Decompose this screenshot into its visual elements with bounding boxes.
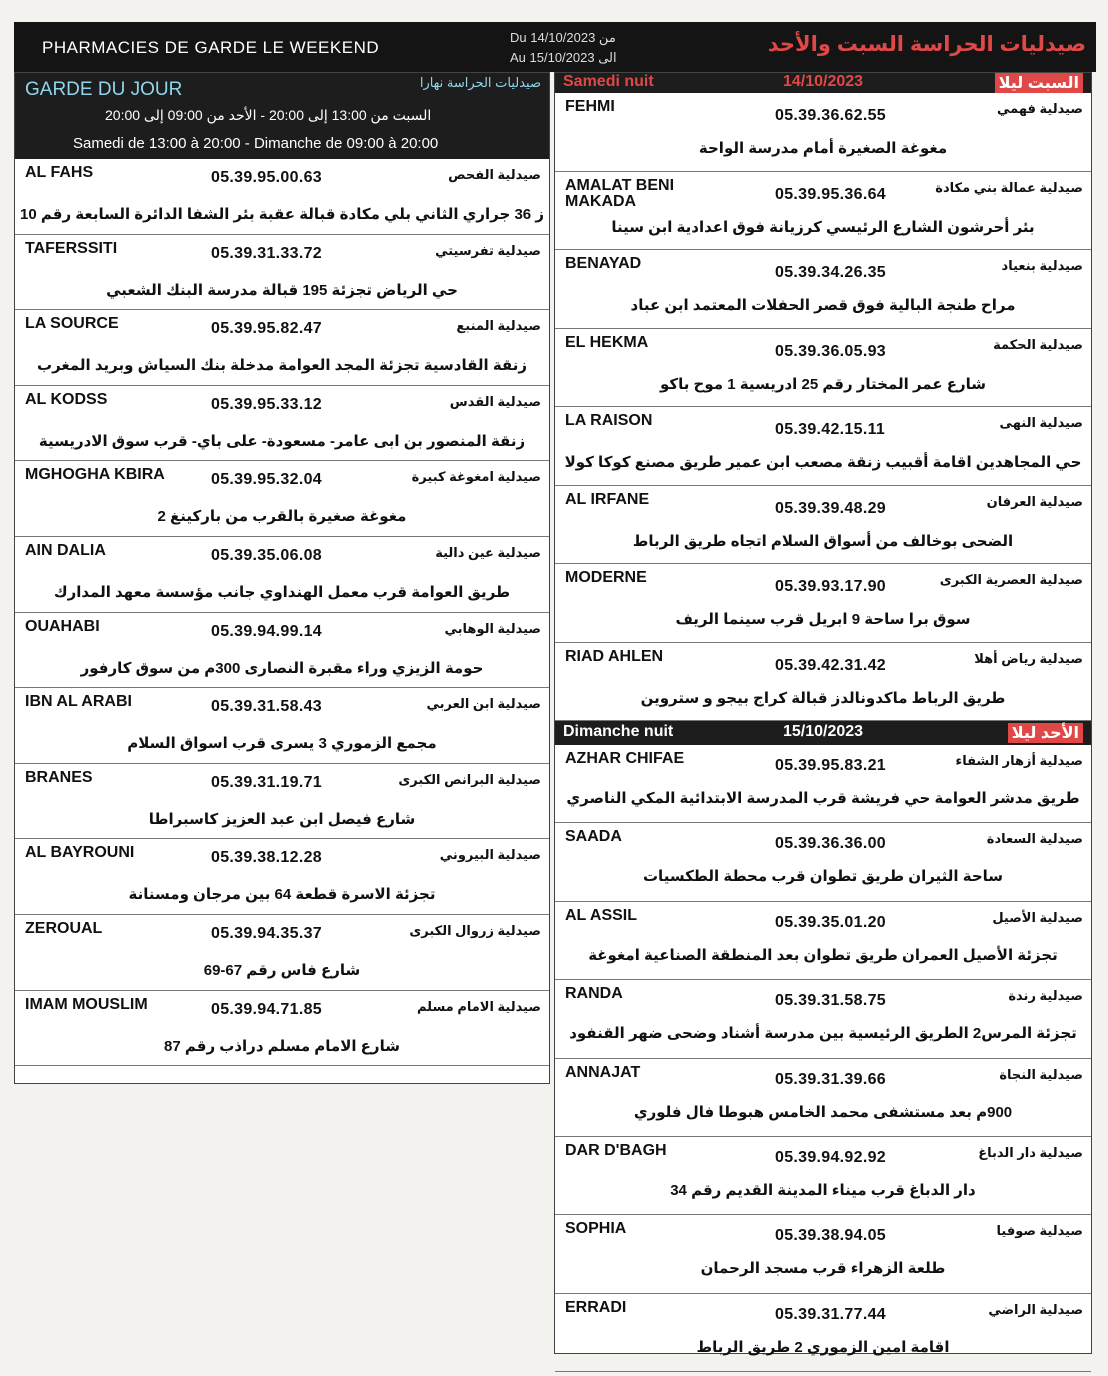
pharmacy-entry [555, 745, 1091, 823]
pharmacy-name: RANDA [565, 985, 623, 1003]
pharmacy-address: طريق الرباط ماكدونالدز قبالة كراج بيجو و ستروين [640, 689, 1006, 707]
pharmacy-entry [555, 172, 1091, 251]
pharmacy-address: تجزئة الأصيل العمران طريق تطوان بعد المنطقة الصناعية امغوغة [588, 946, 1058, 964]
pharmacy-phone: 05.39.35.06.08 [211, 546, 322, 564]
pharmacy-name-ar: صيدلية النجاة [999, 1066, 1083, 1082]
pharmacy-name: EL HEKMA [565, 333, 649, 351]
samedi-nuit-date: 14/10/2023 [783, 73, 864, 90]
pharmacy-entry [15, 839, 549, 915]
pharmacy-address: زنقة القادسية تجزئة المجد العوامة مدخلة بنك السياش وبريد المغرب [37, 357, 527, 375]
pharmacy-name: MGHOGHA KBIRA [25, 466, 165, 484]
page-title-ar: صيدليات الحراسة السبت والأحد [767, 33, 1086, 56]
pharmacy-name-ar: صيدلية رياض أهلا [974, 650, 1083, 666]
pharmacy-name: SAADA [565, 828, 622, 846]
pharmacy-address: شارع فيصل ابن عبد العزيز كاسبراطا [148, 810, 416, 828]
pharmacy-name: ANNAJAT [565, 1063, 641, 1081]
hours-fr: Samedi de 13:00 à 20:00 - Dimanche de 09:00 à 20:00 [73, 135, 439, 152]
pharmacy-entry [15, 613, 549, 689]
pharmacy-name: FEHMI [565, 98, 615, 115]
pharmacy-address: زنقة المنصور بن ابى عامر- مسعودة- على باي- قرب سوق الادريسية [38, 432, 526, 450]
pharmacy-address: بئر أحرشون الشارع الرئيسي كرزيانة فوق اعدادية ابن سينا [611, 218, 1035, 236]
pharmacy-name-ar: صيدلية العرفان [986, 493, 1083, 509]
pharmacy-address: دار الدباغ قرب ميناء المدينة القديم رقم 34 [670, 1181, 976, 1199]
samedi-nuit-list [555, 93, 1091, 721]
pharmacy-name: IMAM MOUSLIM [25, 995, 148, 1013]
pharmacy-phone: 05.39.35.01.20 [775, 913, 886, 931]
pharmacy-phone: 05.39.36.62.55 [775, 107, 886, 124]
dimanche-nuit-list [555, 745, 1091, 1372]
pharmacy-address: حومة الزيزي وراء مقبرة النصارى 300م من سوق كارفور [80, 659, 484, 677]
pharmacy-entry [555, 980, 1091, 1058]
date-to-ar: الى [598, 50, 617, 65]
pharmacy-name-ar: صيدلية ابن العربي [426, 696, 541, 712]
pharmacy-entry [555, 902, 1091, 980]
garde-du-jour-title: GARDE DU JOUR [25, 79, 183, 100]
dimanche-nuit-label: Dimanche nuit [563, 723, 674, 740]
date-from [510, 28, 617, 48]
pharmacy-name: BRANES [25, 768, 93, 786]
pharmacy-address: اقامة امين الزموري 2 طريق الرباط [696, 1338, 950, 1356]
pharmacy-name: AL IRFANE [565, 490, 650, 508]
pharmacy-name: ERRADI [565, 1298, 627, 1316]
pharmacy-name: AL BAYROUNI [25, 844, 135, 862]
pharmacy-phone: 05.39.31.77.44 [775, 1305, 886, 1323]
pharmacy-name: OUAHABI [25, 617, 100, 635]
pharmacy-phone: 05.39.31.58.75 [775, 992, 886, 1010]
pharmacy-address: تجزئة الاسرة قطعة 64 بين مرجان ومسنانة [128, 886, 436, 904]
night-column [554, 72, 1092, 1354]
pharmacy-name-ar: صيدلية عين دالية [435, 544, 541, 560]
pharmacy-phone: 05.39.31.39.66 [775, 1070, 886, 1088]
pharmacy-name: AL ASSIL [565, 906, 638, 924]
pharmacy-name: BENAYAD [565, 255, 642, 272]
pharmacy-address: مراح طنجة البالية فوق قصر الحفلات المعتمد ابن عباد [630, 297, 1016, 314]
pharmacy-phone: 05.39.38.12.28 [211, 849, 322, 867]
pharmacy-address: تجزئة المرس2 الطريق الرئيسية بين مدرسة أشناد وضحى ضهر القنفود [569, 1025, 1077, 1043]
pharmacy-address: طريق العوامة قرب معمل الهنداوي جانب مؤسسة معهد المدارك [53, 583, 511, 601]
page-title: PHARMACIES DE GARDE LE WEEKEND [42, 38, 380, 57]
pharmacy-phone: 05.39.94.71.85 [211, 1000, 322, 1018]
pharmacy-address: الضحى بوخالف من أسواق السلام اتجاه طريق الرباط [632, 532, 1014, 550]
pharmacy-name: RIAD AHLEN [565, 647, 664, 665]
dimanche-nuit-bar [555, 721, 1091, 745]
pharmacy-entry [15, 461, 549, 537]
pharmacy-address: حي المجاهدين اقامة أقبيب زنقة مصعب ابن عمير طريق مصنع كوكا كولا [564, 454, 1082, 471]
header-bar [14, 22, 1096, 72]
pharmacy-name: AMALAT BENI MAKADA [565, 176, 675, 210]
samedi-nuit-label: Samedi nuit [563, 73, 654, 90]
pharmacy-entry [555, 823, 1091, 901]
pharmacy-address: 900م بعد مستشفى محمد الخامس هبوطا فال فلوري [633, 1103, 1013, 1121]
pharmacy-phone: 05.39.38.94.05 [775, 1227, 886, 1245]
pharmacy-phone: 05.39.93.17.90 [775, 578, 886, 595]
pharmacy-entry [555, 486, 1091, 565]
pharmacy-address: شارع عمر المختار رقم 25 ادريسية 1 موح باكو [659, 375, 987, 393]
pharmacy-entry [555, 93, 1091, 172]
pharmacy-phone: 05.39.42.15.11 [775, 421, 886, 438]
pharmacy-name-ar: صيدلية الأصيل [992, 909, 1083, 925]
pharmacy-address: طريق مدشر العوامة حي فريشة قرب المدرسة الابتدائية المكي الناصري [566, 790, 1080, 807]
dimanche-nuit-label-ar: الأحد ليلا [1008, 723, 1083, 743]
date-from-ar: من [598, 30, 616, 45]
garde-du-jour-header [15, 73, 549, 159]
pharmacy-address: طلعة الزهراء قرب مسجد الرحمان [700, 1260, 946, 1278]
pharmacy-entry [555, 407, 1091, 486]
pharmacy-name-ar: صيدلية البيروني [439, 847, 541, 863]
pharmacy-name: LA RAISON [565, 412, 653, 429]
pharmacy-name: AL FAHS [25, 164, 94, 181]
pharmacy-name-ar: صيدلية السعادة [986, 831, 1083, 847]
pharmacy-entry [15, 235, 549, 311]
pharmacy-entry [15, 386, 549, 462]
pharmacy-address: شارع فاس رقم 67-69 [203, 961, 361, 979]
pharmacy-entry [15, 159, 549, 235]
pharmacy-name: SOPHIA [565, 1220, 627, 1238]
pharmacy-phone: 05.39.34.26.35 [775, 264, 886, 281]
pharmacy-name: TAFERSSITI [25, 239, 118, 257]
pharmacy-name: DAR D'BAGH [565, 1141, 667, 1159]
pharmacy-name-ar: صيدلية تفرسيتي [435, 242, 541, 258]
date-from-text: Du 14/10/2023 [510, 30, 596, 45]
pharmacy-phone: 05.39.95.82.47 [211, 320, 322, 338]
garde-du-jour-title-ar: صيدليات الحراسة نهارا [419, 75, 541, 90]
pharmacy-name-ar: صيدلية الفحص [448, 167, 541, 182]
pharmacy-name-ar: صيدلية رندة [1008, 988, 1083, 1004]
pharmacy-phone: 05.39.42.31.42 [775, 656, 886, 674]
pharmacy-name-ar: صيدلية زروال الكبرى [409, 922, 541, 938]
pharmacy-name-ar: صيدلية العصرية الكبرى [939, 572, 1083, 587]
garde-du-jour-list [15, 159, 549, 1066]
pharmacy-entry [555, 643, 1091, 722]
pharmacy-entry [15, 537, 549, 613]
pharmacy-name-ar: صيدلية دار الدباغ [978, 1144, 1083, 1160]
pharmacy-name-ar: صيدلية الامام مسلم [416, 998, 541, 1014]
dimanche-nuit-date: 15/10/2023 [783, 723, 864, 740]
pharmacy-name-ar: صيدلية الوهابي [444, 620, 541, 636]
pharmacy-address: شارع الامام مسلم دراذب رقم 87 [164, 1037, 400, 1055]
pharmacy-entry [555, 1294, 1091, 1372]
pharmacy-entry [555, 329, 1091, 408]
pharmacy-name: MODERNE [565, 569, 647, 586]
pharmacy-entry [15, 915, 549, 991]
pharmacy-entry [555, 1059, 1091, 1137]
pharmacy-phone: 05.39.31.58.43 [211, 698, 322, 716]
pharmacy-name-ar: صيدلية فهمي [996, 101, 1083, 116]
pharmacy-entry [555, 1215, 1091, 1293]
pharmacy-phone: 05.39.94.35.37 [211, 924, 322, 942]
pharmacy-phone: 05.39.95.33.12 [211, 395, 322, 413]
pharmacy-name-ar: صيدلية الراضي [988, 1301, 1083, 1317]
pharmacy-phone: 05.39.36.05.93 [775, 342, 886, 360]
pharmacy-name-ar: صيدلية عمالة بني مكادة [935, 179, 1083, 195]
pharmacy-entry [555, 1137, 1091, 1215]
pharmacy-phone: 05.39.36.36.00 [775, 835, 886, 853]
pharmacy-phone: 05.39.31.19.71 [211, 773, 322, 791]
pharmacy-phone: 05.39.95.36.64 [775, 185, 886, 203]
pharmacy-address: مجمع الزموري 3 يسرى قرب اسواق السلام [127, 735, 437, 753]
pharmacy-entry [15, 688, 549, 764]
pharmacy-entry [555, 250, 1091, 329]
pharmacy-name-ar: صيدلية المنبع [456, 318, 541, 334]
pharmacy-address: سوق برا ساحة 9 ابريل قرب سينما الريف [675, 611, 971, 628]
samedi-nuit-bar [555, 73, 1091, 93]
pharmacy-entry [15, 764, 549, 840]
pharmacy-name: AZHAR CHIFAE [565, 750, 685, 767]
pharmacy-address: حي الرياض تجزئة 195 قبالة مدرسة البنك الشعبي [106, 281, 458, 299]
pharmacy-entry [555, 564, 1091, 643]
pharmacy-phone: 05.39.31.33.72 [211, 244, 322, 262]
pharmacy-name: LA SOURCE [25, 315, 119, 333]
hours-ar: السبت من 13:00 إلى 20:00 - الأحد من 09:00 إلى 20:00 [105, 107, 432, 123]
pharmacy-address: مغوغة صغيرة بالقرب من باركينغ 2 [157, 508, 407, 526]
pharmacy-name-ar: صيدلية القدس [449, 393, 541, 409]
pharmacy-name-ar: صيدلية بنعياد [1001, 258, 1083, 273]
pharmacy-name-ar: صيدلية البرانص الكبرى [398, 771, 541, 787]
pharmacy-name: AL KODSS [25, 390, 108, 408]
pharmacy-address: ساحة الثيران طريق تطوان قرب محطة الطكسيات [642, 868, 1004, 886]
pharmacy-name: AIN DALIA [25, 541, 106, 559]
pharmacy-name-ar: صيدلية صوفيا [996, 1223, 1083, 1239]
date-range [510, 28, 617, 68]
pharmacy-entry [15, 991, 549, 1067]
pharmacy-phone: 05.39.94.92.92 [775, 1148, 886, 1166]
pharmacy-name: IBN AL ARABI [25, 693, 132, 711]
pharmacy-name-ar: صيدلية امغوغة كبيرة [411, 469, 541, 485]
pharmacy-name-ar: صيدلية الحكمة [993, 336, 1083, 352]
pharmacy-phone: 05.39.95.32.04 [211, 471, 322, 489]
pharmacy-phone: 05.39.39.48.29 [775, 499, 886, 517]
pharmacy-name: ZEROUAL [25, 919, 103, 937]
pharmacy-name-ar: صيدلية أزهار الشفاء [955, 753, 1083, 768]
pharmacy-phone: 05.39.95.83.21 [775, 757, 886, 774]
pharmacy-name-ar: صيدلية النهى [999, 415, 1083, 430]
pharmacy-phone: 05.39.95.00.63 [211, 169, 322, 186]
pharmacy-entry [15, 310, 549, 386]
pharmacy-address: ز 36 جراري الثاني بلي مكادة قبالة عقبة بئر الشفا الدائرة السابعة رقم 10 [20, 206, 544, 223]
date-to-text: Au 15/10/2023 [510, 50, 595, 65]
samedi-nuit-label-ar: السبت ليلا [995, 73, 1083, 93]
pharmacy-address: مغوغة الصغيرة أمام مدرسة الواحة [698, 140, 948, 157]
date-to [510, 48, 617, 68]
garde-du-jour-column [14, 72, 550, 1084]
pharmacy-phone: 05.39.94.99.14 [211, 622, 322, 640]
